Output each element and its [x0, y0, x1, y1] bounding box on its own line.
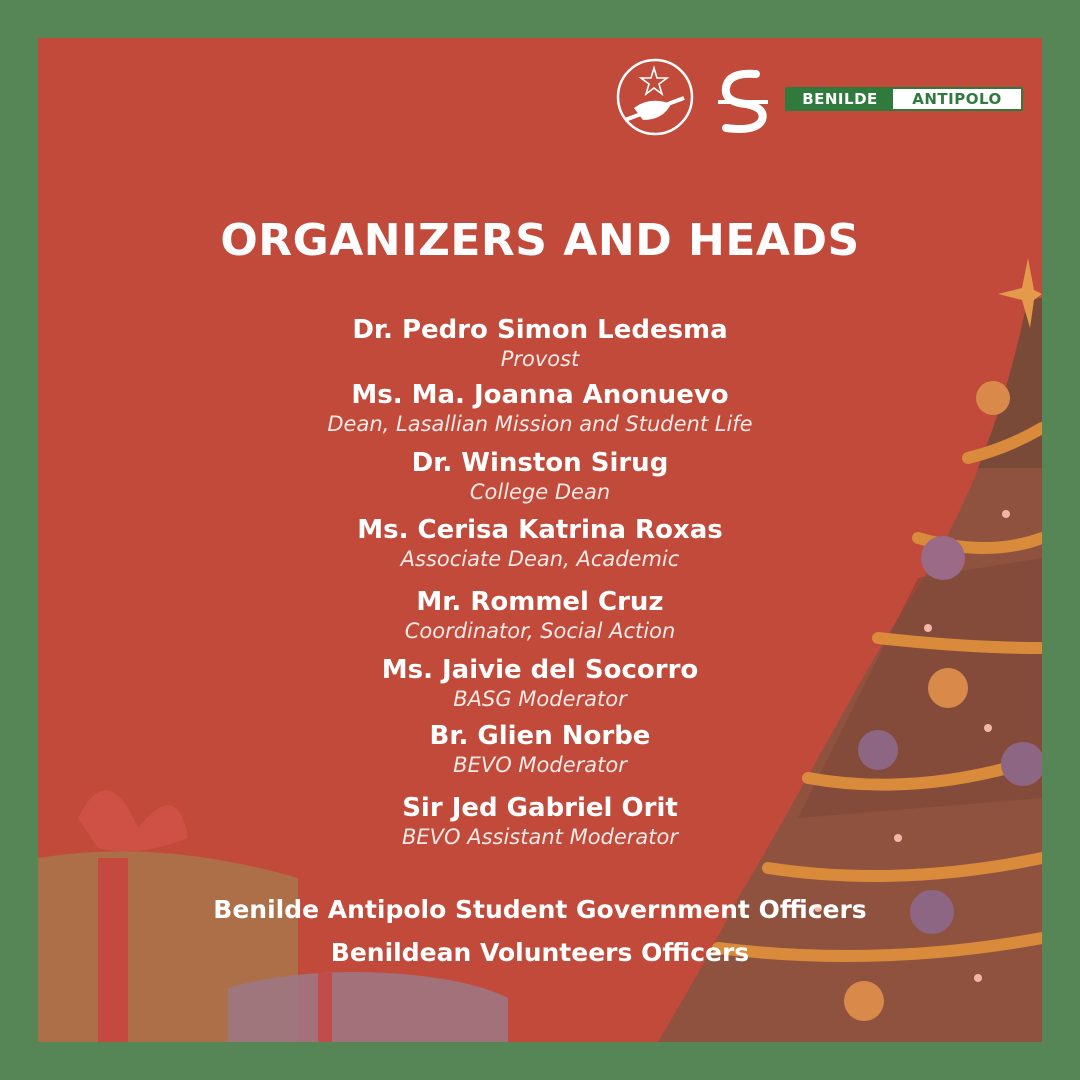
person-name: Ms. Ma. Joanna Anonuevo	[351, 380, 729, 410]
list-item	[38, 379, 1042, 437]
person-name: Ms. Cerisa Katrina Roxas	[357, 515, 723, 545]
person-role: BEVO Assistant Moderator	[401, 825, 679, 849]
list-item	[38, 447, 1042, 505]
benildean-volunteers-logo	[618, 60, 692, 134]
badge-benilde: BENILDE	[787, 89, 893, 109]
person-name: Dr. Pedro Simon Ledesma	[352, 315, 728, 345]
page-title: ORGANIZERS AND HEADS	[220, 215, 860, 266]
person-name: Dr. Winston Sirug	[411, 448, 669, 478]
person-role: BEVO Moderator	[453, 753, 627, 777]
person-name: Ms. Jaivie del Socorro	[381, 655, 699, 685]
person-role: Dean, Lasallian Mission and Student Life	[327, 412, 753, 436]
footer-line-student-government: Benilde Antipolo Student Government Officers	[213, 895, 867, 924]
list-item	[38, 314, 1042, 372]
person-name: Br. Glien Norbe	[429, 721, 651, 751]
poster-frame	[38, 38, 1042, 1042]
benilde-antipolo-badge	[785, 87, 1023, 111]
person-role: Provost	[500, 347, 580, 371]
person-role: College Dean	[469, 480, 611, 504]
header-logos	[38, 38, 1042, 158]
list-item	[38, 586, 1042, 644]
list-item	[38, 792, 1042, 850]
benilde-s-logo	[718, 74, 768, 129]
person-role: Coordinator, Social Action	[404, 619, 676, 643]
person-role: Associate Dean, Academic	[400, 547, 680, 571]
person-name: Mr. Rommel Cruz	[416, 587, 664, 617]
person-role: BASG Moderator	[453, 687, 627, 711]
list-item	[38, 720, 1042, 778]
list-item	[38, 654, 1042, 712]
list-item	[38, 514, 1042, 572]
footer-line-volunteers: Benildean Volunteers Officers	[330, 938, 750, 967]
person-name: Sir Jed Gabriel Orit	[402, 793, 678, 823]
badge-antipolo: ANTIPOLO	[893, 89, 1021, 109]
